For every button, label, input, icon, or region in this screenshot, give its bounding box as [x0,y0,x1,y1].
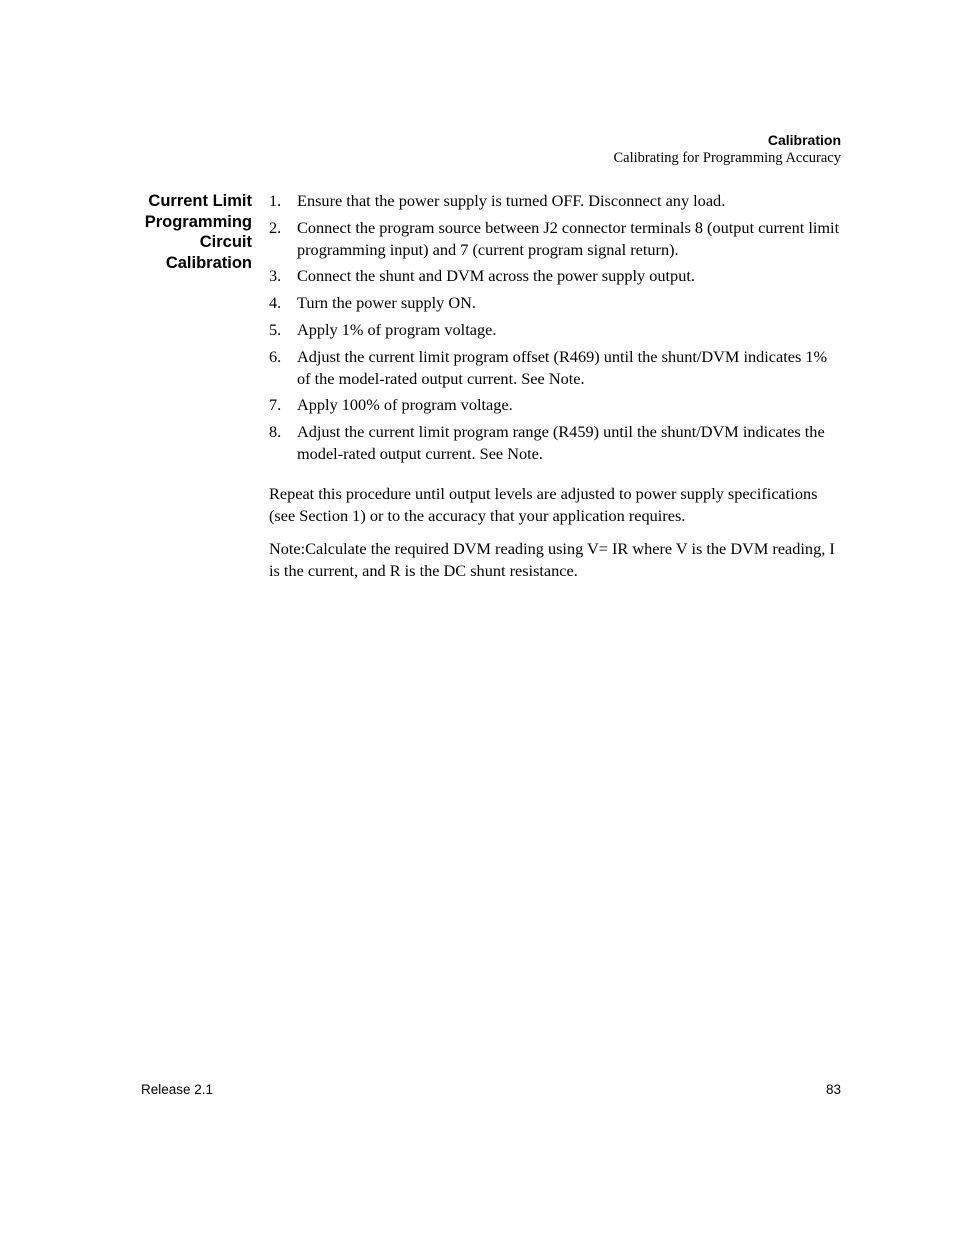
procedure-step [269,190,843,212]
side-heading-line: Programming [144,212,252,231]
side-heading-line: Calibration [165,253,252,272]
procedure-step [269,319,843,341]
step-text: Ensure that the power supply is turned OFF. Disconnect any load. [297,191,726,210]
step-text: Apply 100% of program voltage. [297,395,513,415]
running-header [613,131,841,167]
header-chapter-title: Calibration [767,132,841,148]
procedure-step [269,217,843,261]
step-number: 3. [269,266,282,286]
step-text: Apply 1% of program voltage. [297,319,497,339]
step-text: Adjust the current limit program offset (R469) until the shunt/DVM indicates 1% of the model-rated output current. See Note. [297,346,828,388]
step-text: Connect the program source between J2 connector terminals 8 (output current limit programming input) and 7 (current program signal return). [297,217,840,259]
side-heading [120,191,252,273]
step-text: Adjust the current limit program range (R459) until the shunt/DVM indicates the model-rated output current. See Note. [297,422,825,463]
footer-page-number: 83 [825,1082,841,1097]
footer-release: Release 2.1 [141,1082,214,1097]
step-text: Connect the shunt and DVM across the power supply output. [297,266,695,286]
procedure-step [269,394,843,416]
header-section-title: Calibrating for Programming Accuracy [613,150,841,166]
step-number: 8. [269,422,282,442]
body-content [269,190,843,582]
procedure-step [269,346,843,390]
procedure-steps [269,190,843,465]
side-heading-line: Circuit [199,233,252,251]
repeat-paragraph: Repeat this procedure until output levels are adjusted to power supply specifications (see Section 1) or to the accuracy that your application requires. [269,483,818,525]
step-number: 2. [269,217,282,237]
procedure-step [269,292,843,314]
procedure-step [269,265,843,287]
step-number: 5. [269,319,282,339]
step-number: 6. [269,346,282,366]
note-paragraph: Note:Calculate the required DVM reading using V= IR where V is the DVM reading, I is the current, and R is the DC shunt resistance. [269,539,835,581]
step-number: 7. [269,395,282,415]
step-text: Turn the power supply ON. [297,293,476,313]
side-heading-line: Current Limit [148,192,252,210]
step-number: 4. [269,293,282,313]
step-number: 1. [269,191,282,210]
procedure-step [269,421,843,465]
